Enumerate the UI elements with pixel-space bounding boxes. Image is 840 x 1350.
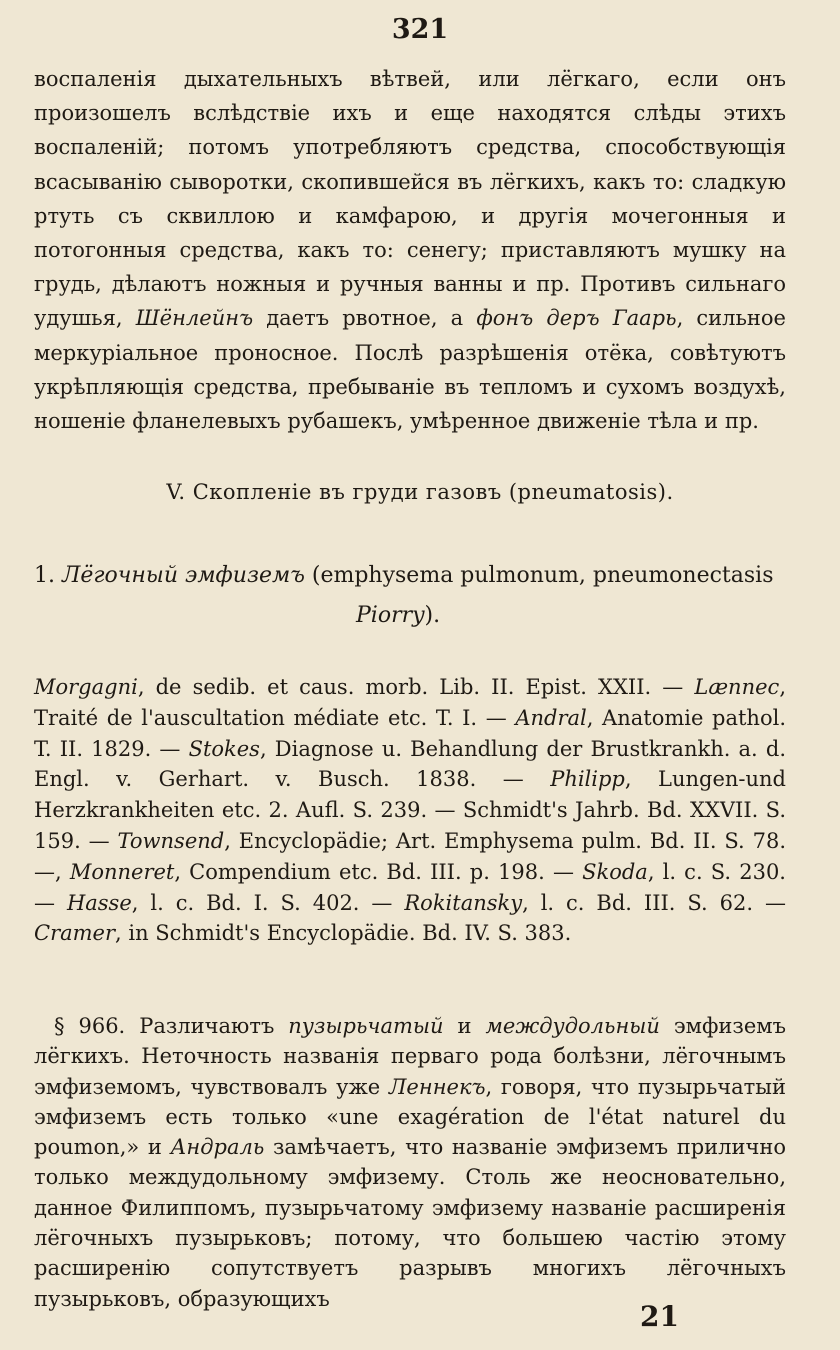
page-number: 321 [391,14,449,45]
reference-text: , l. c. Bd. I. S. 402. — [131,890,405,915]
emphasis-term: пузырьчатый [288,1014,444,1038]
subsection-title [34,556,786,636]
reference-text: , Diagnose u. Behandlung der Brustkrankh. a. d. Engl. v. Gerhart. v. Busch. 1838. — [34,736,786,792]
reference-author: Philipp [550,767,625,792]
subsection-title-ru: Лёгочный эмфиземъ [62,563,305,588]
author-name: Леннекъ [388,1074,486,1099]
paragraph-1-text: даетъ рвотное, а [266,306,464,331]
paragraph-text: , говоря, что пузырьчатый эмфиземъ есть только «une exagération de l'état naturel du poumon,» и [34,1074,787,1160]
author-name: Андраль [170,1135,265,1160]
paragraph-1-text: воспаленія дыхательныхъ вѣтвей, или лёгкаго, если онъ произошелъ вслѣдствіе ихъ и еще находятся слѣды этихъ воспаленій; потомъ употребляютъ средства, способствующія всасыванію сыворотки, скопившейся въ лёгкихъ, какъ то: сладкую ртуть съ сквиллою и камфарою, и другія мочегонныя и потогонныя средства, какъ то: сенегу; приставляютъ мушку на грудь, дѣлаютъ ножныя и ручныя ванны и пр. Противъ сильнаго удушья, [34,67,786,331]
reference-author: Morgagni [34,675,138,699]
reference-author: Rokitansky [404,890,523,915]
reference-text: , in Schmidt's Encyclopädie. Bd. IV. S. 383. [115,921,572,946]
signature-mark: 21 [640,1300,679,1333]
reference-text: , Compendium etc. Bd. III. p. 198. — [174,859,583,884]
reference-author: Monneret [69,859,175,884]
emphasis-term: междудольный [485,1014,660,1038]
subsection-close: ). [424,603,441,628]
reference-text: , Encyclopädie; Art. Emphysema pulm. Bd. II. S. 78. —, [34,828,787,884]
reference-author: Skoda [582,859,648,884]
paragraph-text: замѣчаетъ, что названіе эмфиземъ прилично только междудольному эмфизему. Столь же неосновательно, данное Филиппомъ, пузырьчатому эмфизему названіе расширенія лёгочныхъ пузырьковъ; потому, что большею частію этому расширенію сопутствуетъ разрывъ многихъ лёгочныхъ пузырьковъ, образующихъ [34,1135,786,1311]
reference-text: , Lungen-und Herzkrankheiten etc. 2. Aufl. S. 239. — Schmidt's Jahrb. Bd. XXVII. S. 159. — [34,767,786,853]
paragraph-text: и [443,1014,486,1038]
reference-author: Hasse [66,890,132,915]
paragraph-1-text: , сильное меркуріальное проносное. Послѣ разрѣшенія отёка, совѣтуютъ укрѣпляющія средства, пребываніе въ тепломъ и сухомъ воздухѣ, ношеніе фланелевыхъ рубашекъ, умѣренное движеніе тѣла и пр. [34,306,786,434]
author-name: Шёнлейнъ [135,306,254,331]
section-heading: V. Скопленіе въ груди газовъ (pneumatosis). [166,480,674,504]
reference-text: , Traité de l'auscultation médiate etc. T. I. — [34,675,786,730]
reference-text: , l. c. S. 230. — [34,859,786,915]
subsection-title-lat: (emphysema pulmonum, pneumonectasis [311,563,774,588]
subsection-number: 1. [34,563,55,588]
reference-text: , de sedib. et caus. morb. Lib. II. Epist. XXII. — [137,675,695,699]
paragraph-text: § 966. Различаютъ [54,1014,289,1038]
subsection-author: Piorry [356,603,425,628]
reference-text: , l. c. Bd. III. S. 62. — [522,890,786,915]
reference-author: Andral [515,705,587,730]
paragraph-966 [34,1011,786,1314]
paragraph-text: эмфиземъ лёгкихъ. Неточность названія перваго рода болѣзни, лёгочнымъ эмфиземомъ, чувствовалъ уже [34,1014,786,1099]
reference-author: Lænnec [694,675,780,699]
reference-author: Stokes [188,736,260,761]
reference-author: Townsend [117,828,225,853]
author-name: фонъ деръ Гаарь [476,306,677,331]
reference-text: , Anatomie pathol. T. II. 1829. — [34,705,786,761]
reference-author: Cramer [34,921,116,946]
paragraph-1 [34,62,786,438]
references-block [34,672,786,949]
